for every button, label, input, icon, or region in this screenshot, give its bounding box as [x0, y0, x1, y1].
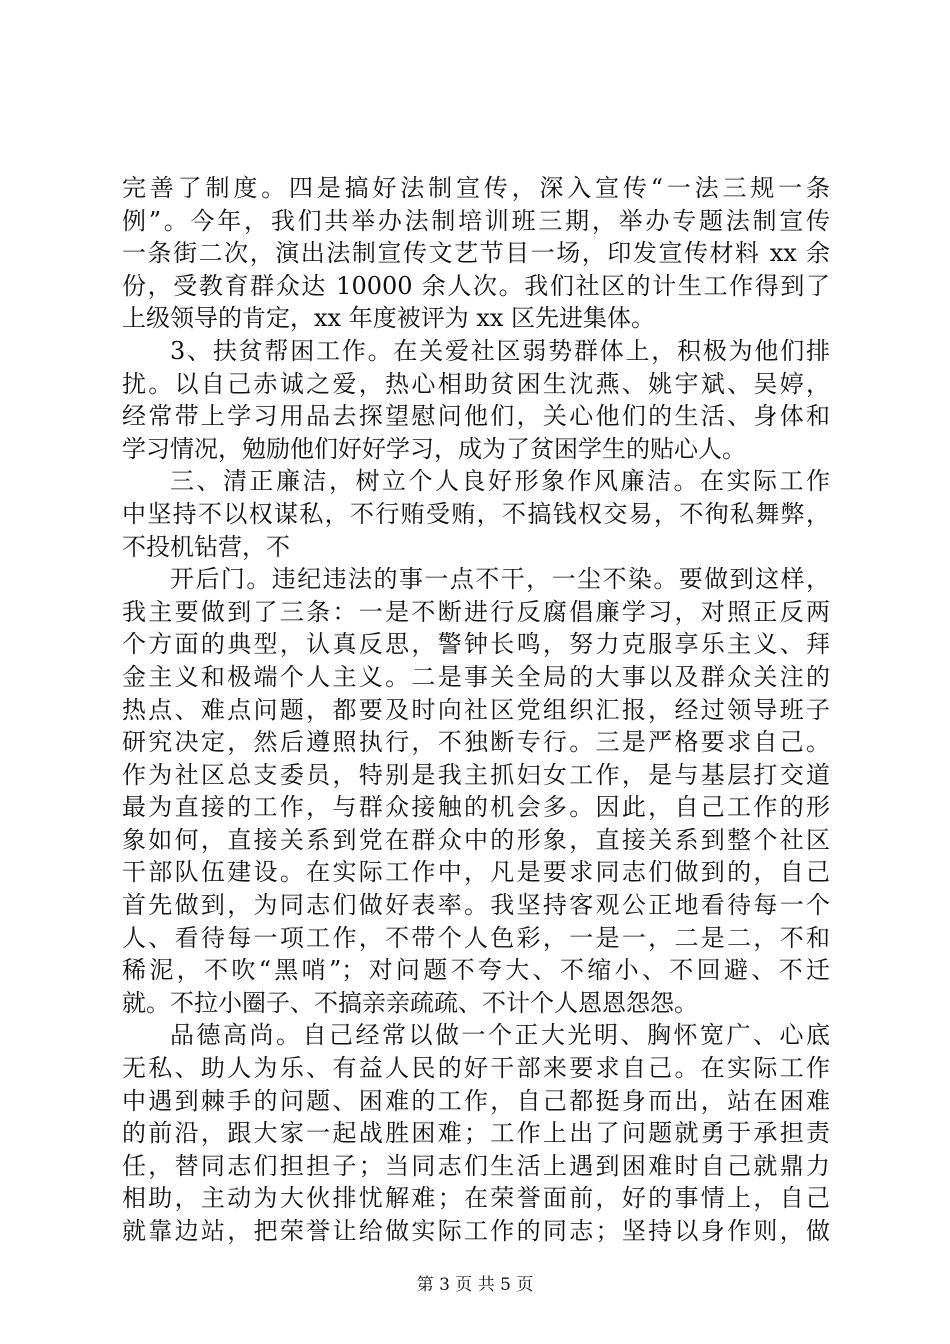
- text-line: 我主要做到了三条：一是不断进行反腐倡廉学习，对照正反两: [122, 597, 830, 626]
- text-line: 中坚持不以权谋私，不行贿受贿，不搞钱权交易，不徇私舞弊，: [122, 499, 830, 528]
- text-line: 三、清正廉洁，树立个人良好形象作风廉洁。在实际工作: [170, 467, 830, 496]
- text-line: 作为社区总支委员，特别是我主抓妇女工作，是与基层打交道: [122, 760, 830, 789]
- text-line: 象如何，直接关系到党在群众中的形象，直接关系到整个社区: [122, 825, 830, 854]
- text-line: 经常带上学习用品去探望慰问他们，关心他们的生活、身体和: [122, 402, 830, 431]
- text-line: 品德高尚。自己经常以做一个正大光明、胸怀宽广、心底: [170, 1021, 830, 1050]
- text-line: 3、扶贫帮困工作。在关爱社区弱势群体上，积极为他们排: [170, 336, 830, 365]
- text-line: 稀泥，不吹“黑哨”；对问题不夸大、不缩小、不回避、不迁: [122, 956, 830, 985]
- text-line: 扰。以自己赤诚之爱，热心相助贫困生沈燕、姚宇斌、吴婷，: [122, 369, 830, 398]
- text-line: 任，替同志们担担子；当同志们生活上遇到困难时自己就鼎力: [122, 1151, 830, 1180]
- text-line: 最为直接的工作，与群众接触的机会多。因此，自己工作的形: [122, 793, 830, 822]
- text-line: 的前沿，跟大家一起战胜困难；工作上出了问题就勇于承担责: [122, 1119, 830, 1148]
- text-line: 就。不拉小圈子、不搞亲亲疏疏、不计个人恩恩怨怨。: [122, 988, 698, 1017]
- text-line: 学习情况，勉励他们好好学习，成为了贫困学生的贴心人。: [122, 434, 746, 463]
- text-line: 开后门。违纪违法的事一点不干，一尘不染。要做到这样，: [170, 565, 830, 594]
- text-line: 研究决定，然后遵照执行，不独断专行。三是严格要求自己。: [122, 728, 830, 757]
- text-line: 份，受教育群众达 10000 余人次。我们社区的计生工作得到了: [122, 271, 830, 300]
- document-body: [122, 172, 830, 1248]
- text-line: 热点、难点问题，都要及时向社区党组织汇报，经过领导班子: [122, 695, 830, 724]
- text-line: 个方面的典型，认真反思，警钟长鸣，努力克服享乐主义、拜: [122, 630, 830, 659]
- text-line: 干部队伍建设。在实际工作中，凡是要求同志们做到的，自己: [122, 858, 830, 887]
- text-line: 就靠边站，把荣誉让给做实际工作的同志；坚持以身作则，做: [122, 1217, 830, 1245]
- page-footer: 第 3 页 共 5 页: [416, 1275, 534, 1295]
- text-line: 上级领导的肯定，xx 年度被评为 xx 区先进集体。: [122, 304, 656, 333]
- text-line: 例”。今年，我们共举办法制培训班三期，举办专题法制宣传: [122, 206, 830, 235]
- text-line: 人、看待每一项工作，不带个人色彩，一是一，二是二，不和: [122, 923, 830, 952]
- text-line: 一条街二次，演出法制宣传文艺节目一场，印发宣传材料 xx 余: [122, 239, 830, 268]
- text-line: 完善了制度。四是搞好法制宣传，深入宣传“一法三规一条: [122, 174, 830, 202]
- text-line: 首先做到，为同志们做好表率。我坚持客观公正地看待每一个: [122, 891, 830, 920]
- text-line: 中遇到棘手的问题、困难的工作，自己都挺身而出，站在困难: [122, 1086, 830, 1115]
- text-line: 不投机钻营，不: [122, 532, 290, 561]
- text-line: 无私、助人为乐、有益人民的好干部来要求自己。在实际工作: [122, 1054, 830, 1083]
- text-line: 金主义和极端个人主义。二是事关全局的大事以及群众关注的: [122, 662, 830, 691]
- text-line: 相助，主动为大伙排忧解难；在荣誉面前，好的事情上，自己: [122, 1184, 830, 1213]
